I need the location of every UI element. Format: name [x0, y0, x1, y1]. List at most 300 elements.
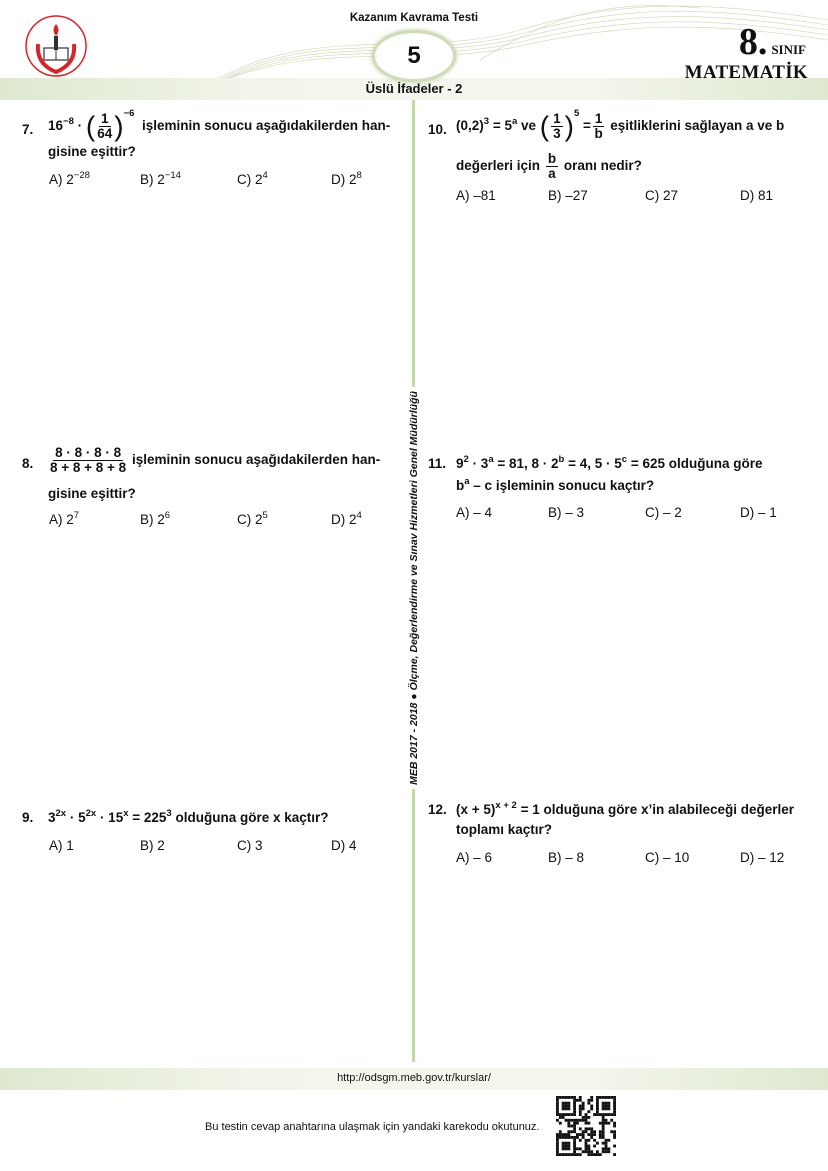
qr-module	[605, 1107, 608, 1110]
qr-module	[567, 1102, 570, 1105]
qr-module	[587, 1133, 590, 1136]
qr-module	[570, 1136, 573, 1139]
option-d[interactable]: D) 81	[740, 188, 774, 203]
qr-module	[579, 1119, 582, 1122]
qr-module	[585, 1119, 588, 1122]
option-d[interactable]: D) – 1	[740, 505, 777, 520]
option-a[interactable]: A) – 4	[456, 505, 493, 520]
qr-module	[602, 1102, 605, 1105]
qr-module	[570, 1125, 573, 1128]
qr-module	[582, 1150, 585, 1153]
option-c[interactable]: C) – 10	[645, 850, 690, 865]
qr-module	[570, 1119, 573, 1122]
qr-module	[602, 1136, 605, 1139]
qr-module	[587, 1147, 590, 1150]
question-number: 9.	[22, 810, 34, 825]
qr-module	[582, 1133, 585, 1136]
option-c[interactable]: C) $2^5$	[237, 510, 268, 527]
qr-module	[599, 1130, 602, 1133]
qr-module	[579, 1110, 582, 1113]
qr-module	[605, 1142, 608, 1145]
qr-module	[556, 1145, 559, 1148]
qr-module	[593, 1153, 596, 1156]
qr-module	[565, 1102, 568, 1105]
qr-module	[593, 1113, 596, 1116]
option-d[interactable]: D) – 12	[740, 850, 785, 865]
option-a[interactable]: A) $2^7$	[49, 510, 80, 527]
fraction	[97, 112, 112, 141]
qr-module	[607, 1122, 610, 1125]
qr-module	[607, 1102, 610, 1105]
qr-module	[585, 1116, 588, 1119]
qr-module	[579, 1113, 582, 1116]
qr-module	[596, 1113, 599, 1116]
qr-module	[556, 1099, 559, 1102]
question-number: 7.	[22, 122, 34, 137]
qr-module	[556, 1136, 559, 1139]
qr-module	[587, 1110, 590, 1113]
question-stem: $3^{2x} \cdot 5^{2x} \cdot 15^x = 225^3$ olduğuna göre x kaçtır?	[48, 808, 329, 825]
subject-title: MATEMATİK	[684, 62, 808, 83]
qr-module	[587, 1150, 590, 1153]
qr-module	[573, 1122, 576, 1125]
qr-module	[573, 1136, 576, 1139]
qr-module	[593, 1130, 596, 1133]
qr-module	[579, 1139, 582, 1142]
option-a[interactable]: A) –81	[456, 188, 496, 203]
qr-module	[607, 1107, 610, 1110]
fraction: $\frac{1}{b}$	[594, 111, 603, 141]
qr-module	[562, 1133, 565, 1136]
qr-module	[602, 1116, 605, 1119]
math: ·	[77, 118, 83, 134]
option-b[interactable]: B) 2	[140, 838, 165, 853]
qr-module	[605, 1122, 608, 1125]
qr-module	[579, 1107, 582, 1110]
qr-module	[576, 1136, 579, 1139]
qr-module	[613, 1096, 616, 1099]
question-text: işleminin sonucu aşağıdakilerden han-	[141, 118, 391, 134]
question-text: gisine eşittir?	[48, 486, 136, 501]
qr-module	[587, 1145, 590, 1148]
qr-module	[567, 1122, 570, 1125]
grade-number: 8.	[738, 21, 768, 63]
exponent: −6	[123, 108, 135, 120]
option-c[interactable]: C) 27	[645, 188, 679, 203]
qr-module	[613, 1153, 616, 1156]
qr-module	[610, 1119, 613, 1122]
qr-module	[596, 1105, 599, 1108]
qr-module	[573, 1153, 576, 1156]
qr-module	[567, 1113, 570, 1116]
qr-module	[559, 1116, 562, 1119]
qr-module	[585, 1147, 588, 1150]
fraction: $\frac{8 \cdot 8 \cdot 8 \cdot 8}{8 + 8 + 8 + 8}$	[50, 445, 127, 475]
qr-module	[599, 1096, 602, 1099]
question-stem: $9^2 \cdot 3^a = 81$, $8 \cdot 2^b = 4$, $5 \cdot 5^c = 625$ olduğuna göre	[456, 454, 763, 471]
qr-module	[582, 1105, 585, 1108]
numerator: 1	[100, 111, 109, 126]
question-number: 12.	[428, 802, 447, 817]
option-d[interactable]: D) 4	[331, 838, 357, 853]
qr-module	[567, 1130, 570, 1133]
qr-module	[596, 1096, 599, 1099]
grade-label	[739, 20, 806, 64]
qr-module	[573, 1105, 576, 1108]
qr-module	[573, 1110, 576, 1113]
qr-module	[613, 1105, 616, 1108]
qr-module	[579, 1127, 582, 1130]
qr-module	[570, 1096, 573, 1099]
qr-module	[565, 1136, 568, 1139]
qr-module	[602, 1130, 605, 1133]
qr-module	[573, 1145, 576, 1148]
qr-module	[610, 1130, 613, 1133]
qr-module	[587, 1139, 590, 1142]
qr-module	[562, 1105, 565, 1108]
qr-module	[610, 1096, 613, 1099]
qr-module	[585, 1145, 588, 1148]
qr-module	[573, 1096, 576, 1099]
question-11	[428, 454, 823, 504]
qr-module	[559, 1133, 562, 1136]
question-text: gisine eşittir?	[48, 144, 136, 159]
qr-module	[565, 1133, 568, 1136]
option-c[interactable]: C) $2^4$	[237, 170, 268, 187]
qr-module	[602, 1133, 605, 1136]
qr-module	[599, 1133, 602, 1136]
qr-module	[613, 1136, 616, 1139]
qr-module	[587, 1127, 590, 1130]
qr-module	[613, 1145, 616, 1148]
qr-module	[573, 1127, 576, 1130]
qr-module	[570, 1130, 573, 1133]
qr-module	[556, 1150, 559, 1153]
exponent: −8	[63, 116, 74, 128]
qr-module	[565, 1145, 568, 1148]
question-12	[428, 800, 823, 848]
option-b[interactable]: B) – 8	[548, 850, 585, 865]
option-b[interactable]: B) $2^6$	[140, 510, 171, 527]
qr-module	[607, 1147, 610, 1150]
qr-module	[602, 1150, 605, 1153]
qr-module	[573, 1107, 576, 1110]
qr-module	[567, 1142, 570, 1145]
qr-module	[582, 1102, 585, 1105]
qr-module	[602, 1105, 605, 1108]
qr-module	[579, 1105, 582, 1108]
qr-module	[573, 1102, 576, 1105]
qr-module	[602, 1113, 605, 1116]
qr-module	[579, 1099, 582, 1102]
qr-module	[613, 1130, 616, 1133]
qr-module	[599, 1136, 602, 1139]
qr-module	[556, 1107, 559, 1110]
qr-module	[599, 1153, 602, 1156]
qr-module	[573, 1139, 576, 1142]
qr-module	[590, 1153, 593, 1156]
option-b[interactable]: B) – 3	[548, 505, 585, 520]
qr-module	[579, 1147, 582, 1150]
qr-module	[596, 1142, 599, 1145]
test-type-label: Kazanım Kavrama Testi	[349, 12, 479, 24]
qr-module	[593, 1133, 596, 1136]
qr-module	[590, 1150, 593, 1153]
qr-module	[576, 1147, 579, 1150]
question-stem: $(x + 5)^{x + 2} = 1$ olduğuna göre x’in alabileceği değerler	[456, 800, 795, 817]
qr-module	[556, 1110, 559, 1113]
qr-module	[556, 1147, 559, 1150]
qr-module	[585, 1122, 588, 1125]
qr-module	[567, 1133, 570, 1136]
qr-module	[585, 1130, 588, 1133]
qr-module	[565, 1119, 568, 1122]
qr-module	[596, 1102, 599, 1105]
qr-module	[559, 1096, 562, 1099]
qr-module	[613, 1099, 616, 1102]
qr-module	[567, 1145, 570, 1148]
qr-module	[567, 1136, 570, 1139]
qr-module	[562, 1147, 565, 1150]
denominator: 64	[97, 126, 113, 141]
qr-module	[585, 1150, 588, 1153]
qr-module	[590, 1096, 593, 1099]
fraction: $\frac{1}{3}$	[553, 111, 561, 141]
qr-module	[605, 1105, 608, 1108]
question-9	[22, 808, 407, 832]
qr-module	[565, 1147, 568, 1150]
qr-module	[593, 1145, 596, 1148]
question-8	[22, 442, 407, 502]
qr-module	[573, 1113, 576, 1116]
qr-module	[556, 1105, 559, 1108]
qr-module	[562, 1096, 565, 1099]
qr-module	[613, 1133, 616, 1136]
option-d[interactable]: D) $2^8$	[331, 170, 362, 187]
option-b[interactable]: B) –27	[548, 188, 588, 203]
qr-module	[602, 1142, 605, 1145]
qr-module	[590, 1105, 593, 1108]
question-text: $b^a$ – c işleminin sonucu kaçtır?	[456, 476, 655, 493]
qr-module	[590, 1127, 593, 1130]
qr-module	[607, 1150, 610, 1153]
qr-module	[587, 1122, 590, 1125]
qr-module	[573, 1130, 576, 1133]
qr-module	[587, 1099, 590, 1102]
qr-module	[582, 1136, 585, 1139]
qr-module	[573, 1119, 576, 1122]
qr-module	[573, 1099, 576, 1102]
qr-module	[602, 1147, 605, 1150]
qr-module	[607, 1105, 610, 1108]
qr-module	[607, 1113, 610, 1116]
qr-module	[562, 1136, 565, 1139]
qr-module	[613, 1102, 616, 1105]
qr-module	[570, 1153, 573, 1156]
qr-module	[556, 1142, 559, 1145]
qr-module	[576, 1133, 579, 1136]
qr-module	[596, 1099, 599, 1102]
qr-module	[599, 1113, 602, 1116]
qr-module	[567, 1147, 570, 1150]
qr-module	[607, 1139, 610, 1142]
question-text: değerleri için $\frac{b}{a}$ oranı nedir?	[456, 151, 642, 181]
qr-module	[602, 1107, 605, 1110]
qr-module	[582, 1107, 585, 1110]
qr-module	[613, 1122, 616, 1125]
fraction: $\frac{b}{a}$	[547, 151, 557, 181]
qr-module	[556, 1139, 559, 1142]
qr-module	[576, 1153, 579, 1156]
qr-module	[605, 1147, 608, 1150]
qr-module	[556, 1133, 559, 1136]
qr-module	[602, 1096, 605, 1099]
qr-module	[570, 1113, 573, 1116]
qr-module	[559, 1136, 562, 1139]
question-number: 11.	[428, 456, 447, 471]
qr-module	[562, 1113, 565, 1116]
qr-module	[567, 1125, 570, 1128]
qr-module	[576, 1119, 579, 1122]
qr-module	[562, 1102, 565, 1105]
qr-module	[562, 1142, 565, 1145]
qr-module	[565, 1096, 568, 1099]
qr-module	[582, 1130, 585, 1133]
qr-module	[573, 1147, 576, 1150]
qr-module	[573, 1125, 576, 1128]
qr-module	[587, 1102, 590, 1105]
qr-module	[565, 1142, 568, 1145]
qr-module	[585, 1139, 588, 1142]
qr-module	[565, 1107, 568, 1110]
qr-module	[613, 1107, 616, 1110]
qr-module	[610, 1113, 613, 1116]
qr-module	[567, 1096, 570, 1099]
qr-module	[605, 1145, 608, 1148]
qr-module	[607, 1096, 610, 1099]
qr-module	[596, 1153, 599, 1156]
qr-module	[559, 1130, 562, 1133]
qr-module	[602, 1127, 605, 1130]
qr-module	[613, 1125, 616, 1128]
qr-module	[605, 1139, 608, 1142]
qr-module	[593, 1139, 596, 1142]
qr-module	[567, 1105, 570, 1108]
answer-key-note: Bu testin cevap anahtarına ulaşmak için yandaki karekodu okutunuz.	[205, 1121, 540, 1133]
qr-module	[567, 1119, 570, 1122]
qr-module	[602, 1125, 605, 1128]
qr-module	[565, 1113, 568, 1116]
side-publisher-text: MEB 2017 - 2018 ● Ölçme, Değerlendirme ve Sınav Hizmetleri Genel Müdürlüğü	[408, 387, 420, 789]
qr-module	[599, 1122, 602, 1125]
qr-module	[579, 1096, 582, 1099]
qr-module	[582, 1119, 585, 1122]
q11-options	[0, 505, 828, 527]
qr-module	[556, 1119, 559, 1122]
topic-title: Üslü İfadeler - 2	[365, 81, 463, 96]
qr-module	[562, 1145, 565, 1148]
qr-module	[596, 1110, 599, 1113]
qr-module	[587, 1116, 590, 1119]
qr-module	[605, 1102, 608, 1105]
qr-module	[559, 1113, 562, 1116]
qr-module	[590, 1099, 593, 1102]
question-text: toplamı kaçtır?	[456, 822, 553, 837]
q12-options	[0, 850, 828, 872]
qr-module	[576, 1099, 579, 1102]
qr-module	[562, 1153, 565, 1156]
option-c[interactable]: C) – 2	[645, 505, 682, 520]
qr-module	[562, 1116, 565, 1119]
qr-module	[590, 1130, 593, 1133]
qr-module	[605, 1113, 608, 1116]
qr-module	[556, 1153, 559, 1156]
math: 16	[48, 118, 64, 134]
qr-module	[582, 1116, 585, 1119]
qr-module	[587, 1153, 590, 1156]
qr-module	[585, 1142, 588, 1145]
qr-module	[559, 1122, 562, 1125]
qr-module	[602, 1119, 605, 1122]
qr-module	[596, 1107, 599, 1110]
qr-module	[590, 1133, 593, 1136]
qr-module	[602, 1122, 605, 1125]
qr-module	[605, 1096, 608, 1099]
question-10	[428, 108, 818, 192]
option-a[interactable]: A) $2^{-28}$	[49, 170, 90, 187]
qr-module	[585, 1113, 588, 1116]
qr-module	[605, 1119, 608, 1122]
qr-module	[596, 1150, 599, 1153]
qr-module	[613, 1110, 616, 1113]
qr-module	[579, 1153, 582, 1156]
qr-module	[556, 1096, 559, 1099]
question-stem: $(0,2)^3 = 5^a$ ve ( $\frac{1}{3}$ )$^5$ = $\frac{1}{b}$ eşitliklerini sağlayan a ve b	[456, 108, 785, 142]
qr-module	[576, 1122, 579, 1125]
qr-module	[590, 1107, 593, 1110]
question-number: 10.	[428, 122, 447, 137]
question-number: 8.	[22, 456, 34, 471]
qr-module	[567, 1107, 570, 1110]
qr-code[interactable]	[556, 1096, 616, 1156]
q10-options	[0, 188, 828, 210]
qr-module	[585, 1127, 588, 1130]
qr-module	[565, 1105, 568, 1108]
footer-url-link[interactable]: http://odsgm.meb.gov.tr/kurslar/	[337, 1072, 491, 1084]
grade-text: SINIF	[771, 42, 806, 57]
qr-module	[559, 1153, 562, 1156]
qr-module	[573, 1150, 576, 1153]
qr-module	[567, 1153, 570, 1156]
question-stem: $\frac{8 \cdot 8 \cdot 8 \cdot 8}{8 + 8 + 8 + 8}$ işleminin sonucu aşağıdakilerden han-	[50, 445, 381, 475]
test-number-badge: 5	[372, 30, 456, 82]
option-c[interactable]: C) 3	[237, 838, 263, 853]
option-a[interactable]: A) 1	[49, 838, 74, 853]
qr-module	[565, 1153, 568, 1156]
qr-module	[590, 1136, 593, 1139]
option-d[interactable]: D) $2^4$	[331, 510, 362, 527]
option-a[interactable]: A) – 6	[456, 850, 493, 865]
qr-module	[579, 1133, 582, 1136]
qr-module	[556, 1102, 559, 1105]
question-stem: $16^{-8}$ · ( $\frac{1}{64}$ )$^{-6}$ işleminin sonucu aşağıdakilerden han-	[48, 108, 391, 142]
qr-module	[613, 1113, 616, 1116]
option-b[interactable]: B) $2^{-14}$	[140, 170, 181, 187]
qr-module	[556, 1113, 559, 1116]
qr-module	[573, 1142, 576, 1145]
qr-module	[562, 1107, 565, 1110]
qr-module	[605, 1150, 608, 1153]
